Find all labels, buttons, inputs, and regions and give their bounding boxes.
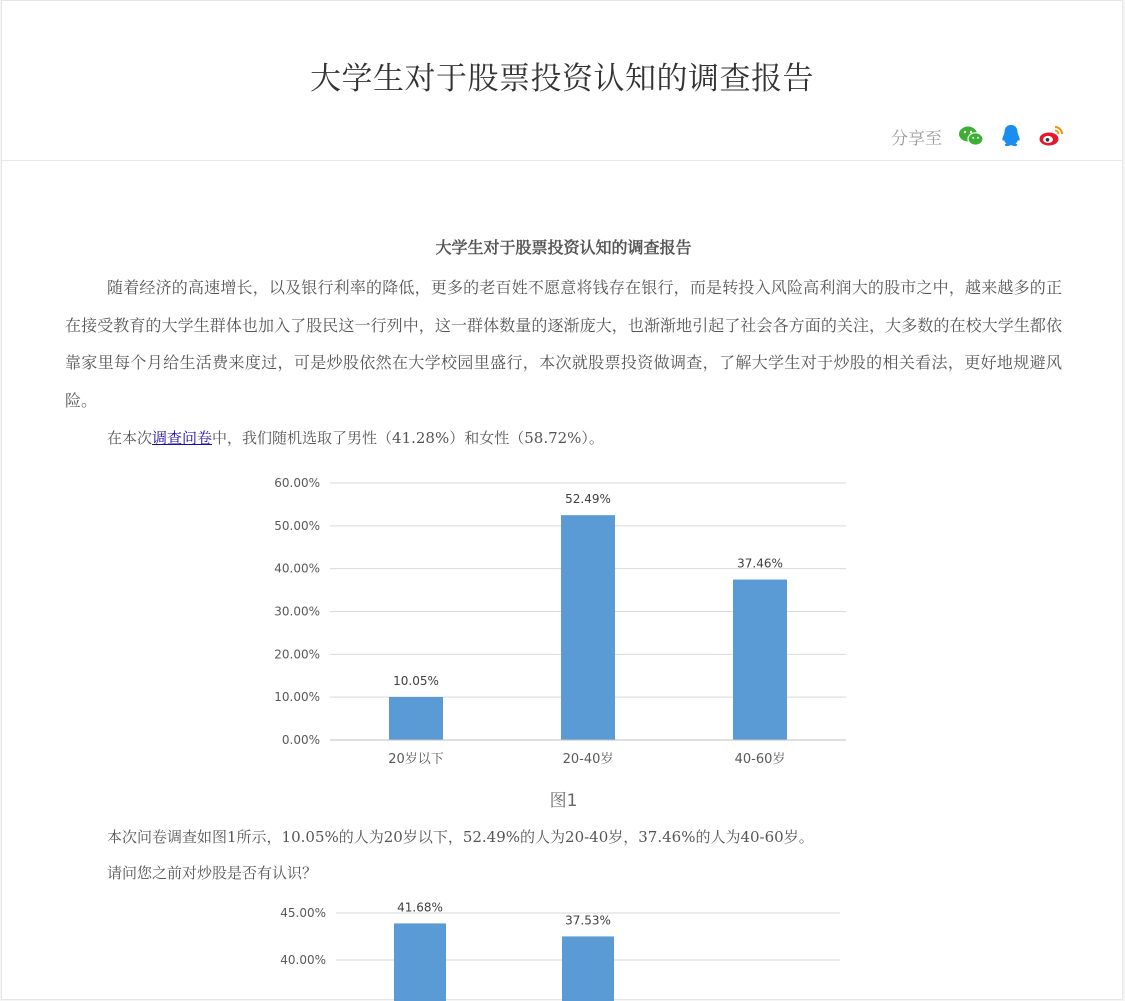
bar — [389, 697, 443, 740]
y-tick-label: 10.00% — [274, 690, 320, 705]
weibo-icon[interactable] — [1038, 123, 1064, 149]
intro-paragraph: 随着经济的高速增长，以及银行利率的降低，更多的老百姓不愿意将钱存在银行，而是转投入风险高利润大的股市之中，越来越多的正在接受教育的大学生群体也加入了股民这一行列中，这一群体数量的逐渐庞大，也渐渐地引起了社会各方面的关注，大多数的在校大学生都依靠家里每个月给生活费来度过，可是炒股依然在大学校园里盛行，本次就股票投资做调查，了解大学生对于炒股的相关看法，更好地规避风险。 — [65, 278, 1062, 410]
share-bar — [891, 123, 1064, 149]
x-tick-label: 40-60岁 — [734, 752, 786, 767]
page-title: 大学生对于股票投资认知的调查报告 — [310, 61, 814, 97]
y-tick-label: 20.00% — [274, 647, 320, 662]
article-page — [1, 0, 1123, 1000]
wechat-icon[interactable] — [958, 123, 984, 149]
y-tick-label: 40.00% — [280, 953, 326, 967]
article-heading: 大学生对于股票投资认知的调查报告 — [435, 238, 692, 257]
share-label: 分享至 — [891, 128, 942, 149]
qq-icon[interactable] — [998, 123, 1024, 149]
figure1-description: 本次问卷调查如图1所示，10.05%的人为20岁以下，52.49%的人为20-40岁，37.46%的人为40-60岁。 — [107, 828, 814, 846]
bar — [733, 580, 787, 740]
bar-value-label: 10.05% — [393, 673, 439, 688]
age-distribution-chart — [260, 469, 860, 779]
y-tick-label: 0.00% — [281, 733, 320, 747]
stock-awareness-chart — [260, 899, 860, 1001]
y-tick-label: 30.00% — [274, 604, 320, 619]
sample-paragraph — [65, 420, 1062, 456]
y-tick-label: 60.00% — [274, 476, 320, 490]
bar — [562, 936, 614, 1001]
sample-suffix: 中，我们随机选取了男性（41.28%）和女性（58.72%）。 — [212, 429, 604, 447]
bar-value-label: 37.53% — [565, 913, 611, 928]
bar — [394, 923, 446, 1001]
survey-link[interactable]: 调查问卷 — [152, 429, 213, 447]
question2-text: 请问您之前对炒股是否有认识？ — [107, 864, 318, 882]
y-tick-label: 45.00% — [280, 906, 326, 920]
article-header — [2, 1, 1122, 161]
x-tick-label: 20-40岁 — [562, 752, 614, 767]
article-body — [65, 237, 1062, 456]
y-tick-label: 40.00% — [274, 561, 320, 576]
sample-prefix: 在本次 — [107, 429, 153, 447]
bar — [561, 515, 615, 740]
y-tick-label: 50.00% — [274, 518, 320, 533]
figure1-caption: 图1 — [549, 791, 578, 811]
bar-value-label: 37.46% — [737, 556, 783, 571]
bar-value-label: 52.49% — [565, 492, 611, 507]
bar-value-label: 41.68% — [397, 900, 443, 915]
figure1-notes — [65, 819, 1062, 891]
x-tick-label: 20岁以下 — [388, 752, 444, 767]
